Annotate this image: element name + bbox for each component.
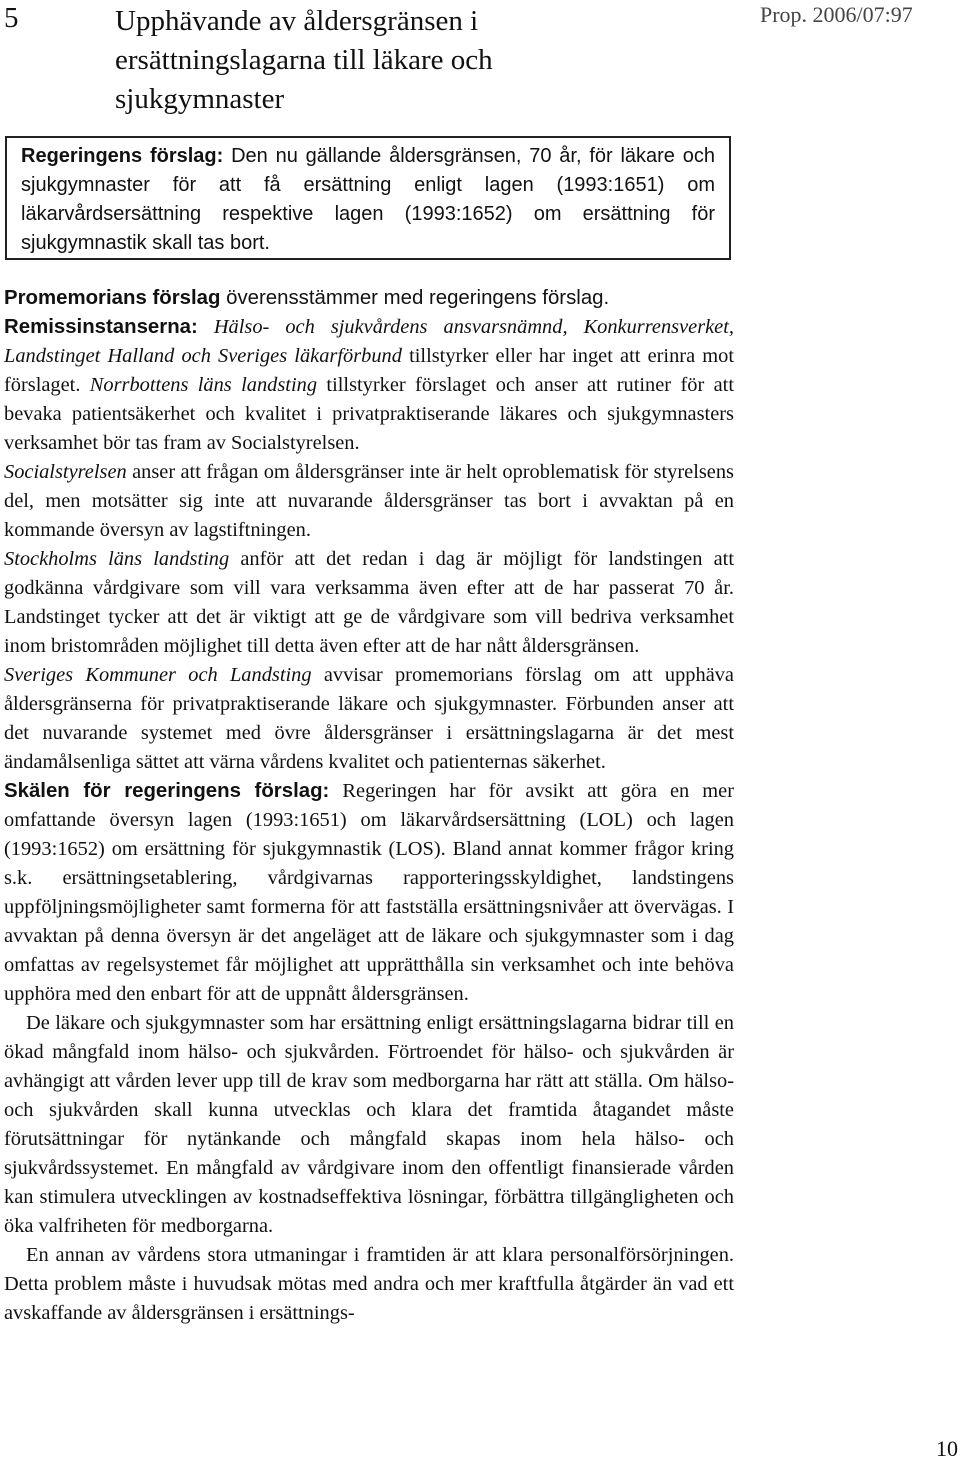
remiss-label: Remissinstanserna: <box>4 316 198 338</box>
page-number: 10 <box>936 1436 958 1461</box>
remiss-italic-1: Hälso- och sjukvårdens ansvarsnämnd, Konkurrensverket, Landstinget Halland och Sveriges läkarförbund <box>4 316 734 367</box>
remiss-italic-stockholm: Stockholms läns landsting <box>4 548 230 570</box>
section-title: Upphävande av åldersgränsen i ersättningslagarna till läkare och sjukgymnaster <box>115 5 493 115</box>
remiss-italic-skl: Sveriges Kommuner och Landsting <box>4 664 312 686</box>
remiss-text-1: tillstyrker eller har inget att erinra mot förslaget. <box>4 345 734 396</box>
skalen-label: Skälen för regeringens förslag: <box>4 780 330 802</box>
remiss-paragraph-2 <box>4 458 734 545</box>
proposal-label: Regeringens förslag: <box>21 145 224 167</box>
remiss-text-stockholm: anför att det redan i dag är möjligt för landstingen att godkänna vårdgivare som vill vara verksamma även efter att de har passerat 70 år. Landstinget tycker att det är viktigt att ge de vårdgivare som vill bedriva verksamhet inom bristområden möjlighet till detta även efter att de har nått åldersgränsen. <box>4 548 734 657</box>
remiss-text-2: tillstyrker förslaget och anser att rutiner för att bevaka patientsäkerhet och kvalitet i privatpraktiserande läkares och sjukgymnasters verksamhet bör tas fram av Socialstyrelsen. <box>4 374 734 454</box>
remiss-paragraph-1 <box>4 313 734 458</box>
remiss-text-socialstyrelsen: anser att frågan om åldersgränser inte är helt oproblematisk för styrelsens del, men motsätter sig inte att nuvarande åldersgränser tas bort i avvaktan på en kommande översyn av lagstiftningen. <box>4 461 734 541</box>
remiss-italic-2: Norrbottens läns landsting <box>80 374 318 396</box>
remiss-italic-socialstyrelsen: Socialstyrelsen <box>4 461 127 483</box>
remiss-paragraph-4 <box>4 661 734 777</box>
promemoria-paragraph <box>4 284 734 313</box>
section-number: 5 <box>4 2 19 34</box>
proposition-reference: Prop. 2006/07:97 <box>760 2 913 27</box>
proposal-box <box>5 136 731 260</box>
remiss-paragraph-3 <box>4 545 734 661</box>
promemoria-label: Promemorians förslag <box>4 287 221 309</box>
skalen-paragraph-2: De läkare och sjukgymnaster som har ersättning enligt ersättningslagarna bidrar till en ökad mångfald inom hälso- och sjukvården. Förtroendet för hälso- och sjukvården är avhängigt att vården lever upp till de krav som medborgarna har rätt att ställa. Om hälso- och sjukvården skall kunna utvecklas och klara det framtida åtagandet måste förutsättningar för nytänkande och mångfald skapas inom hela hälso- och sjukvårdssystemet. En mångfald av vårdgivare inom den offentligt finansierade vården kan stimulera utvecklingen av kostnadseffektiva lösningar, förbättra tillgängligheten och öka valfriheten för medborgarna. <box>4 1012 734 1237</box>
promemoria-text: överensstämmer med regeringens förslag. <box>220 287 610 309</box>
skalen-text-1: Regeringen har för avsikt att göra en mer omfattande översyn lagen (1993:1651) om läkarvårdsersättning (LOL) och lagen (1993:1652) om ersättning för sjukgymnastik (LOS). Bland annat kommer frågor kring s.k. ersättningsetablering, vårdgivarnas rapporteringsskyldighet, landstingens uppföljningsmöjligheter samt formerna för att fastställa ersättningsnivåer att övervägas. I avvaktan på denna översyn är det angeläget att de läkare och sjukgymnaster som i dag omfattas av regelsystemet får möjlighet att upprätthålla sin verksamhet och inte behöva upphöra med den enbart för att de uppnått åldersgränsen. <box>4 780 734 1005</box>
remiss-text-skl: avvisar promemorians förslag om att upphäva åldersgränserna för privatpraktiserande läkare och sjukgymnaster. Förbunden anser att det nuvarande systemet med övre åldersgränser i ersättningslagarna är det mest ändamålsenliga sättet att värna vårdens kvalitet och patienternas säkerhet. <box>4 664 734 773</box>
skalen-paragraph-1 <box>4 777 734 1009</box>
proposal-text: Den nu gällande åldersgränsen, 70 år, för läkare och sjukgymnaster för att få ersättning enligt lagen (1993:1651) om läkarvårdsersättning respektive lagen (1993:1652) om ersättning för sjukgymnastik skall tas bort. <box>21 145 715 254</box>
document-body <box>4 284 734 1328</box>
skalen-paragraph-3: En annan av vårdens stora utmaningar i framtiden är att klara personalförsörjningen. Detta problem måste i huvudsak mötas med andra och mer kraftfulla åtgärder än vad ett avskaffande av åldersgränsen i ersättnings- <box>4 1244 734 1324</box>
